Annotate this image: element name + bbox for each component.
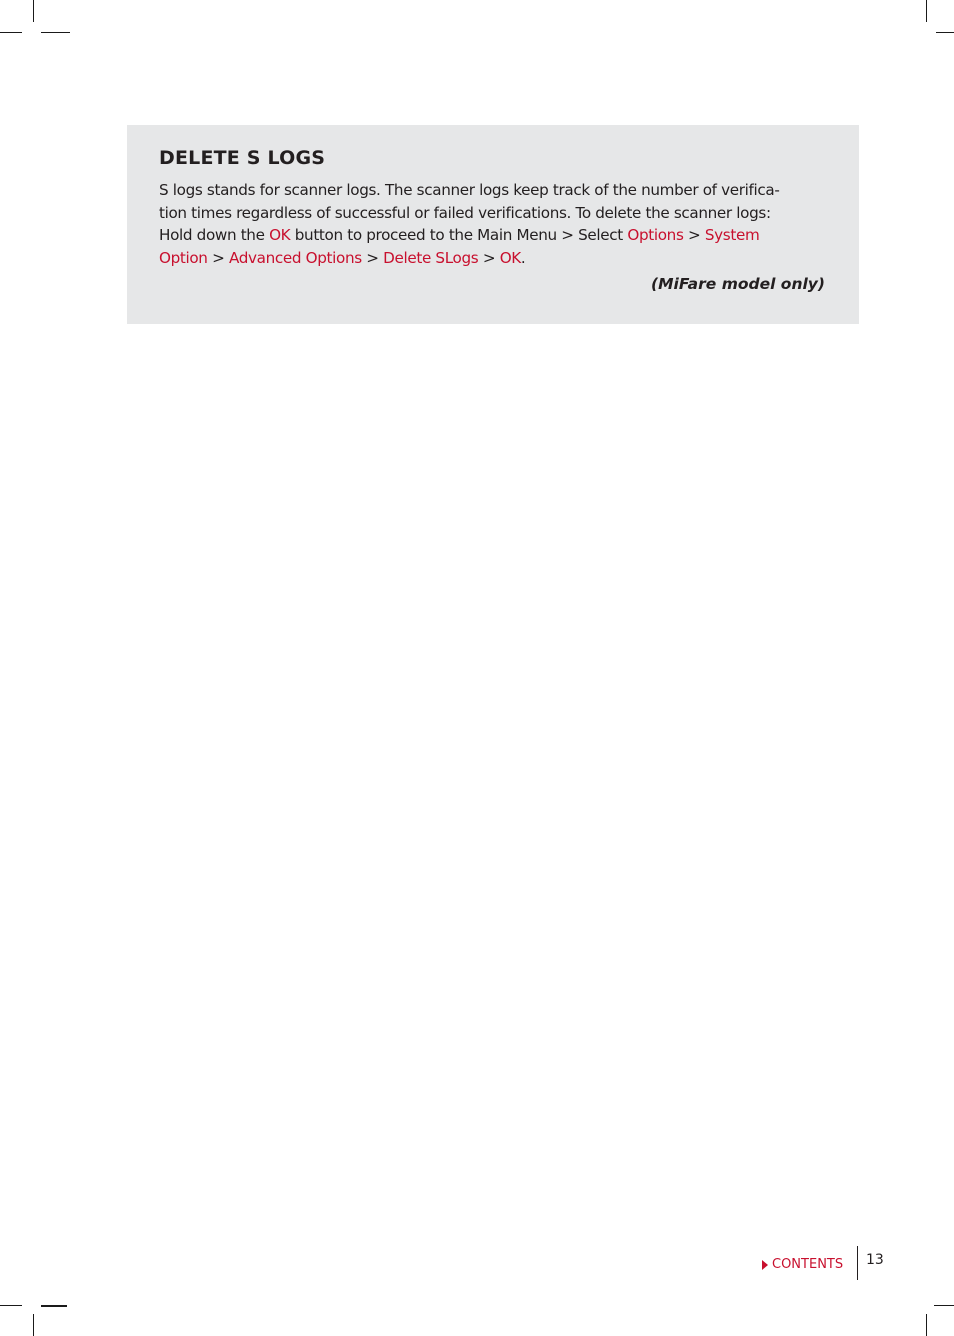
footer-divider: [857, 1246, 858, 1280]
delete-slogs-info-box: [127, 125, 859, 324]
ok-confirm-ref: OK: [499, 248, 521, 267]
delete-slogs-menu-ref: Delete SLogs: [383, 248, 479, 267]
crop-mark-bottom-left-horizontal-inner: [41, 1305, 67, 1307]
separator: >: [207, 248, 229, 267]
options-menu-ref: Options: [627, 226, 684, 244]
period: .: [520, 248, 526, 267]
system-menu-ref: System: [704, 226, 760, 244]
model-note: (MiFare model only): [651, 275, 825, 293]
crop-mark-top-right-horizontal: [936, 32, 954, 33]
crop-mark-top-left-horizontal-outer: [0, 32, 22, 33]
crop-mark-bottom-right-vertical: [926, 1314, 927, 1336]
separator: >: [361, 248, 384, 267]
crop-mark-bottom-right-horizontal: [934, 1305, 954, 1306]
separator: >: [683, 226, 705, 244]
body-line-3: [159, 224, 825, 247]
contents-link[interactable]: [762, 1257, 843, 1272]
option-menu-ref: Option: [159, 248, 208, 267]
triangle-right-icon: [762, 1260, 768, 1270]
section-title: DELETE S LOGS: [159, 147, 326, 169]
body-text: Hold down the: [159, 226, 270, 244]
body-line-4: [159, 247, 825, 270]
ok-button-ref: OK: [269, 226, 291, 244]
body-text: button to proceed to the Main Menu > Select: [290, 226, 628, 244]
body-line-1: S logs stands for scanner logs. The scanner logs keep track of the number of verifica-: [159, 181, 780, 199]
crop-mark-top-left-vertical: [33, 0, 34, 22]
crop-mark-top-right-vertical: [926, 0, 927, 22]
crop-mark-top-left-horizontal-inner: [41, 32, 70, 33]
advanced-options-menu-ref: Advanced Options: [228, 248, 362, 267]
body-line-2: tion times regardless of successful or failed verifications. To delete the scanner logs:: [159, 203, 771, 222]
contents-label: CONTENTS: [772, 1257, 844, 1272]
section-body: [159, 179, 825, 269]
crop-mark-bottom-left-horizontal-outer: [0, 1305, 22, 1306]
crop-mark-bottom-left-vertical: [33, 1314, 34, 1336]
page-number: 13: [866, 1252, 884, 1268]
separator: >: [478, 248, 500, 267]
